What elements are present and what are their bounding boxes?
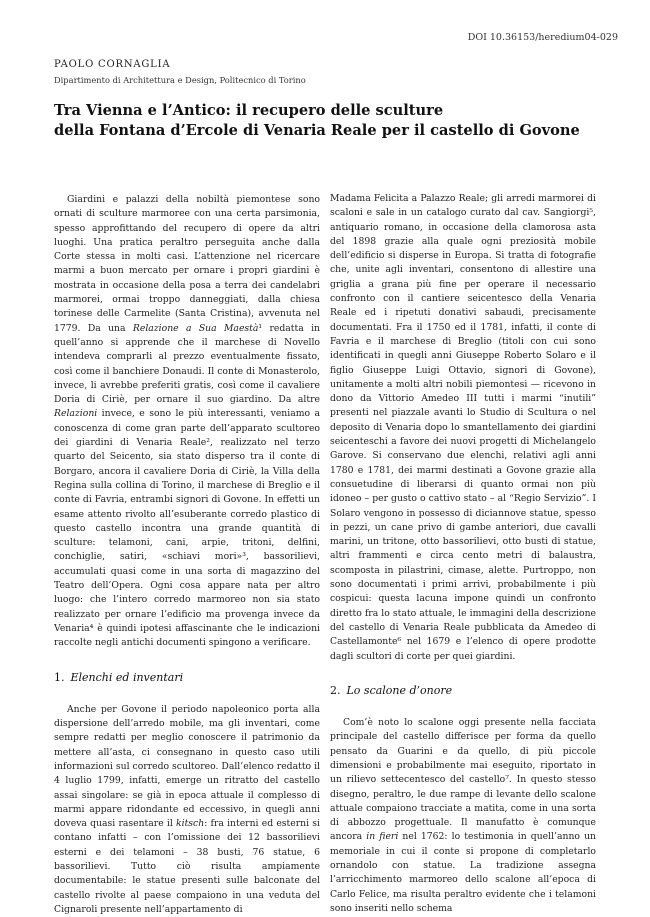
text-segment-italic: Relazioni	[54, 408, 98, 420]
text-segment: Com’è noto lo scalone oggi presente nella facciata principale del castello differisce per forma da quello pensato da Guarini e da quello, di più piccole dimensioni e probabilmente mai eseguito, riportato in un rilievo settecentesco del castello⁷. In questo stesso disegno, peraltro, le due rampe di levante dello scalone attuale compaiono tracciate a matita, come in una sorta di abbozzo progettuale. Il manufatto è comunque ancora	[330, 717, 596, 843]
text-segment-italic: kitsch	[176, 818, 205, 830]
article-title	[54, 101, 614, 141]
author-name: PAOLO CORNAGLIA	[54, 59, 171, 70]
text-segment: : fra interni ed esterni si contano infatti – con l’omissione dei 12 bassorilievi esterni e dei telamoni – 38 busti, 76 statue, 6 bassorilievi. Tutto ciò risulta ampiamente documentabile: le statue presenti sulle balconate del castello rivolte al paese compaiono in una veduta del Cignaroli presente nell’appartamento di	[54, 818, 320, 915]
text-segment-italic: Relazione a Sua Maestà	[132, 322, 259, 334]
section-title: Elenchi ed inventari	[70, 670, 184, 684]
doi: DOI 10.36153/heredium04-029	[467, 32, 618, 43]
right-column	[330, 192, 596, 916]
text-segment: nel 1762: lo testimonia in quell’anno un memoriale in cui il conte si propone di completarlo ornandolo con statue. La tradizione assegna l’arricchimento marmoreo dello scalone all’epoca di Carlo Felice, ma risulta peraltro evidente che i telamoni sono inseriti nello schema	[330, 831, 596, 914]
paragraph-continued	[330, 192, 596, 664]
paragraph-intro	[54, 193, 320, 651]
section-number: 1.	[54, 670, 65, 684]
paragraph-scalone	[330, 716, 596, 916]
text-segment: ¹ redatta in quell’anno si apprende che il marchese di Novello intendeva comprarli al prezzo eventualmente fissato, così come il banchiere Donaudi. Il conte di Monasterolo, invece, li avrebbe preferiti gratis, così come il cavaliere Doria di Ciriè, per ornare il suo giardino. Da altre	[54, 322, 320, 406]
left-column	[54, 193, 320, 917]
text-segment: invece, e sono le più interessanti, veniamo a conoscenza di come gran parte dell’apparato scultoreo dei giardini di Venaria Reale², realizzato nel terzo quarto del Seicento, sia stato disperso tra il conte di Borgaro, ancora il cavaliere Doria di Ciriè, la Villa della Regina sulla collina di Torino, il marchese di Breglio e il conte di Favria, entrambi signori di Govone. In effetti un esame attento rivolto all’esuberante corredo plastico di questo castello incontra una grande quantità di sculture: telamoni, cani, arpie, tritoni, delfini, conchiglie, satiri, «schiavi mori»³, bassorilievi, accumulati quasi come in una sorta di magazzino del Teatro dell’Opera. Ogni cosa appare nata per altro luogo: che l’intero corredo marmoreo non sia stato realizzato per ornare l’edificio ma provenga invece da Venaria⁴ è quindi ipotesi affascinante che le indicazioni raccolte negli antichi documenti spingono a verificare.	[54, 408, 320, 649]
paragraph-inventari	[54, 703, 320, 917]
section-heading-1	[54, 671, 320, 685]
section-heading-2	[330, 684, 596, 698]
text-segment-italic: in fieri	[366, 831, 399, 843]
title-line-2: della Fontana d’Ercole di Venaria Reale per il castello di Govone	[54, 122, 580, 139]
text-segment: Madama Felicita a Palazzo Reale; gli arredi marmorei di scaloni e sale in un catalogo curato dal cav. Sangiorgi⁵, antiquario romano, in occasione della clamorosa asta del 1898 grazie alla quale ogni preziosità mobile dell’edificio si disperse in Europa. Si tratta di fotografie che, unite agli inventari, consentono di allestire una griglia a grana più fine per operare il necessario confronto con il cantiere seicentesco della Venaria Reale ed i ripetuti donativi sabaudi, precisamente documentati. Fra il 1750 ed il 1781, infatti, il conte di Favria e il marchese di Breglio (titoli con cui sono identificati in quegli anni Giuseppe Roberto Solaro e il figlio Giuseppe Luigi Ottavio, signori di Govone), unitamente a molti altri nobili piemontesi — ricevono in dono da Vittorio Amedeo III tutti i marmi “inutili” presenti nel piazzale avanti lo Studio di Scultura o nel deposito di Venaria dopo lo smantellamento dei giardini seicenteschi a favore dei nuovi progetti di Michelangelo Garove. Si conservano due elenchi, relativi agli anni 1780 e 1781, dei marmi destinati a Govone grazie alla consuetudine di liberarsi di quanto ormai non più idoneo – per gusto o cattivo stato – al “Regio Servizio”. I Solaro vengono in possesso di diciannove statue, spesso in pezzi, un cane privo di gambe anteriori, due cavalli marini, un tritone, otto bassorilievi, otto busti di statue, altri frammenti e circa cento metri di balaustra, scomposta in pilastrini, cimase, alette. Purtroppo, non sono documentati i primi arrivi, probabilmente i più cospicui: questa lacuna impone quindi un confronto diretto fra lo stato attuale, le immagini della descrizione del castello di Venaria Reale pubblicata da Amedeo di Castellamonte⁶ nel 1679 e l’elenco di opere prodotte dagli scultori di corte per quei giardini.	[330, 193, 596, 662]
section-title: Lo scalone d’onore	[346, 683, 453, 697]
section-number: 2.	[330, 683, 341, 697]
author-affiliation: Dipartimento di Architettura e Design, Politecnico di Torino	[54, 75, 306, 85]
text-segment: Giardini e palazzi della nobiltà piemontese sono ornati di sculture marmoree con una certa parsimonia, spesso approfittando del recupero di opere da altri luoghi. Una pratica peraltro perseguita anche dalla Corte stessa in molti casi. L’attenzione nel ricercare marmi a buon mercato per ornare i propri giardini è mostrata in occasione della posa a terra dei candelabri marmorei, ormai troppo danneggiati, dalla chiesa torinese delle Carmelite (Santa Cristina), avvenuta nel 1779. Da una	[54, 194, 320, 334]
text-segment: Anche per Govone il periodo napoleonico porta alla dispersione dell’arredo mobile, ma gli inventari, come sempre redatti per meglio conoscere il patrimonio da mettere all’asta, ci consegnano in questo caso utili informazioni sul corredo scultoreo. Dall’elenco redatto il 4 luglio 1799, infatti, emerge un ritratto del castello assai singolare: se già in epoca attuale il complesso di marmi appare ridondante ed eccessivo, in quegli anni doveva quasi rasentare il	[54, 703, 320, 830]
title-line-1: Tra Vienna e l’Antico: il recupero delle sculture	[54, 102, 444, 119]
